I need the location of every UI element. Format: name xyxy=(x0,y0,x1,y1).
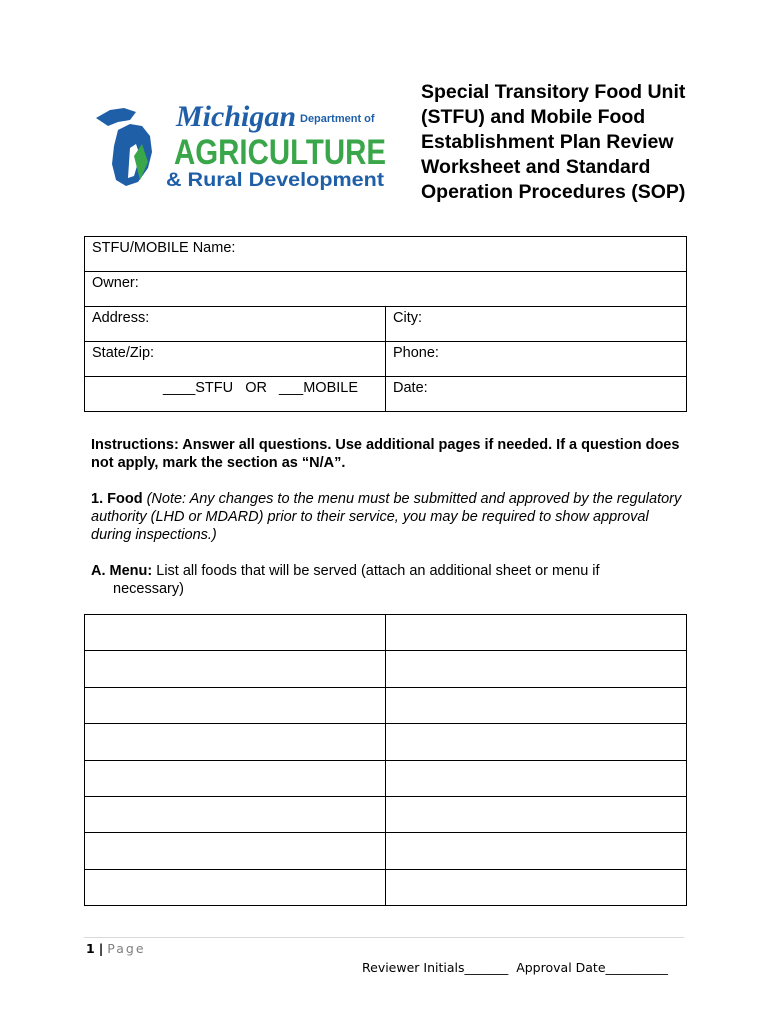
unit-type-label: ____STFU OR ___MOBILE xyxy=(163,380,359,396)
table-row xyxy=(85,833,687,869)
menu-cell[interactable] xyxy=(85,796,386,832)
food-note: (Note: Any changes to the menu must be submitted and approved by the regulatory authority (LHD or MDARD) prior to their service, you may be required to show approval during inspections.) xyxy=(91,491,682,543)
instructions-text: Instructions: Answer all questions. Use additional pages if needed. If a question does not apply, mark the section as “N/A”. xyxy=(91,437,680,471)
table-row xyxy=(85,651,687,687)
page-number-value: 1 xyxy=(86,941,95,956)
menu-cell[interactable] xyxy=(386,724,687,760)
menu-cell[interactable] xyxy=(386,760,687,796)
menu-cell[interactable] xyxy=(85,724,386,760)
menu-cell[interactable] xyxy=(85,651,386,687)
owner-field[interactable]: Owner: xyxy=(85,272,687,307)
menu-cell[interactable] xyxy=(85,833,386,869)
page-word: Page xyxy=(107,941,146,956)
food-section xyxy=(91,490,691,544)
food-heading: 1. Food xyxy=(91,491,143,507)
title-line: Special Transitory Food Unit xyxy=(421,81,686,103)
table-row xyxy=(85,760,687,796)
address-field[interactable]: Address: xyxy=(85,307,386,342)
menu-text-cont: necessary) xyxy=(113,581,184,597)
logo-rural: & Rural Development xyxy=(166,170,385,191)
unit-type-field[interactable] xyxy=(85,377,386,412)
city-field[interactable]: City: xyxy=(386,307,687,342)
document-title xyxy=(421,80,741,205)
menu-cell[interactable] xyxy=(85,869,386,905)
reviewer-approval-line: Reviewer Initials_______ Approval Date__________ xyxy=(362,960,669,975)
menu-items-table xyxy=(84,614,687,906)
title-line: Establishment Plan Review xyxy=(421,131,674,153)
menu-label: A. Menu: xyxy=(91,563,153,579)
menu-cell[interactable] xyxy=(386,651,687,687)
date-field[interactable]: Date: xyxy=(386,377,687,412)
title-line: Worksheet and Standard xyxy=(421,156,651,178)
logo-michigan: Michigan xyxy=(176,100,297,133)
menu-cell[interactable] xyxy=(85,615,386,651)
menu-cell[interactable] xyxy=(386,796,687,832)
stfu-mobile-name-field[interactable]: STFU/MOBILE Name: xyxy=(85,237,687,272)
menu-cell[interactable] xyxy=(386,869,687,905)
phone-field[interactable]: Phone: xyxy=(386,342,687,377)
table-row xyxy=(85,796,687,832)
michigan-map-icon xyxy=(96,108,152,186)
page-number xyxy=(86,941,146,956)
table-row xyxy=(85,687,687,723)
page-separator: | xyxy=(98,941,104,956)
title-line: (STFU) and Mobile Food xyxy=(421,106,646,128)
menu-cell[interactable] xyxy=(85,687,386,723)
menu-section xyxy=(91,562,691,598)
footer-divider xyxy=(84,937,684,938)
menu-cell[interactable] xyxy=(85,760,386,796)
menu-cell[interactable] xyxy=(386,687,687,723)
menu-cell[interactable] xyxy=(386,833,687,869)
logo-agriculture: AGRICULTURE xyxy=(174,133,386,172)
menu-text: List all foods that will be served (attach an additional sheet or menu if xyxy=(156,563,600,579)
table-row xyxy=(85,869,687,905)
mdard-logo xyxy=(90,96,390,192)
title-line: Operation Procedures (SOP) xyxy=(421,181,686,203)
establishment-info-table xyxy=(84,236,687,412)
state-zip-field[interactable]: State/Zip: xyxy=(85,342,386,377)
logo-dept: Department of xyxy=(300,113,375,125)
menu-cell[interactable] xyxy=(386,615,687,651)
table-row xyxy=(85,724,687,760)
table-row xyxy=(85,615,687,651)
